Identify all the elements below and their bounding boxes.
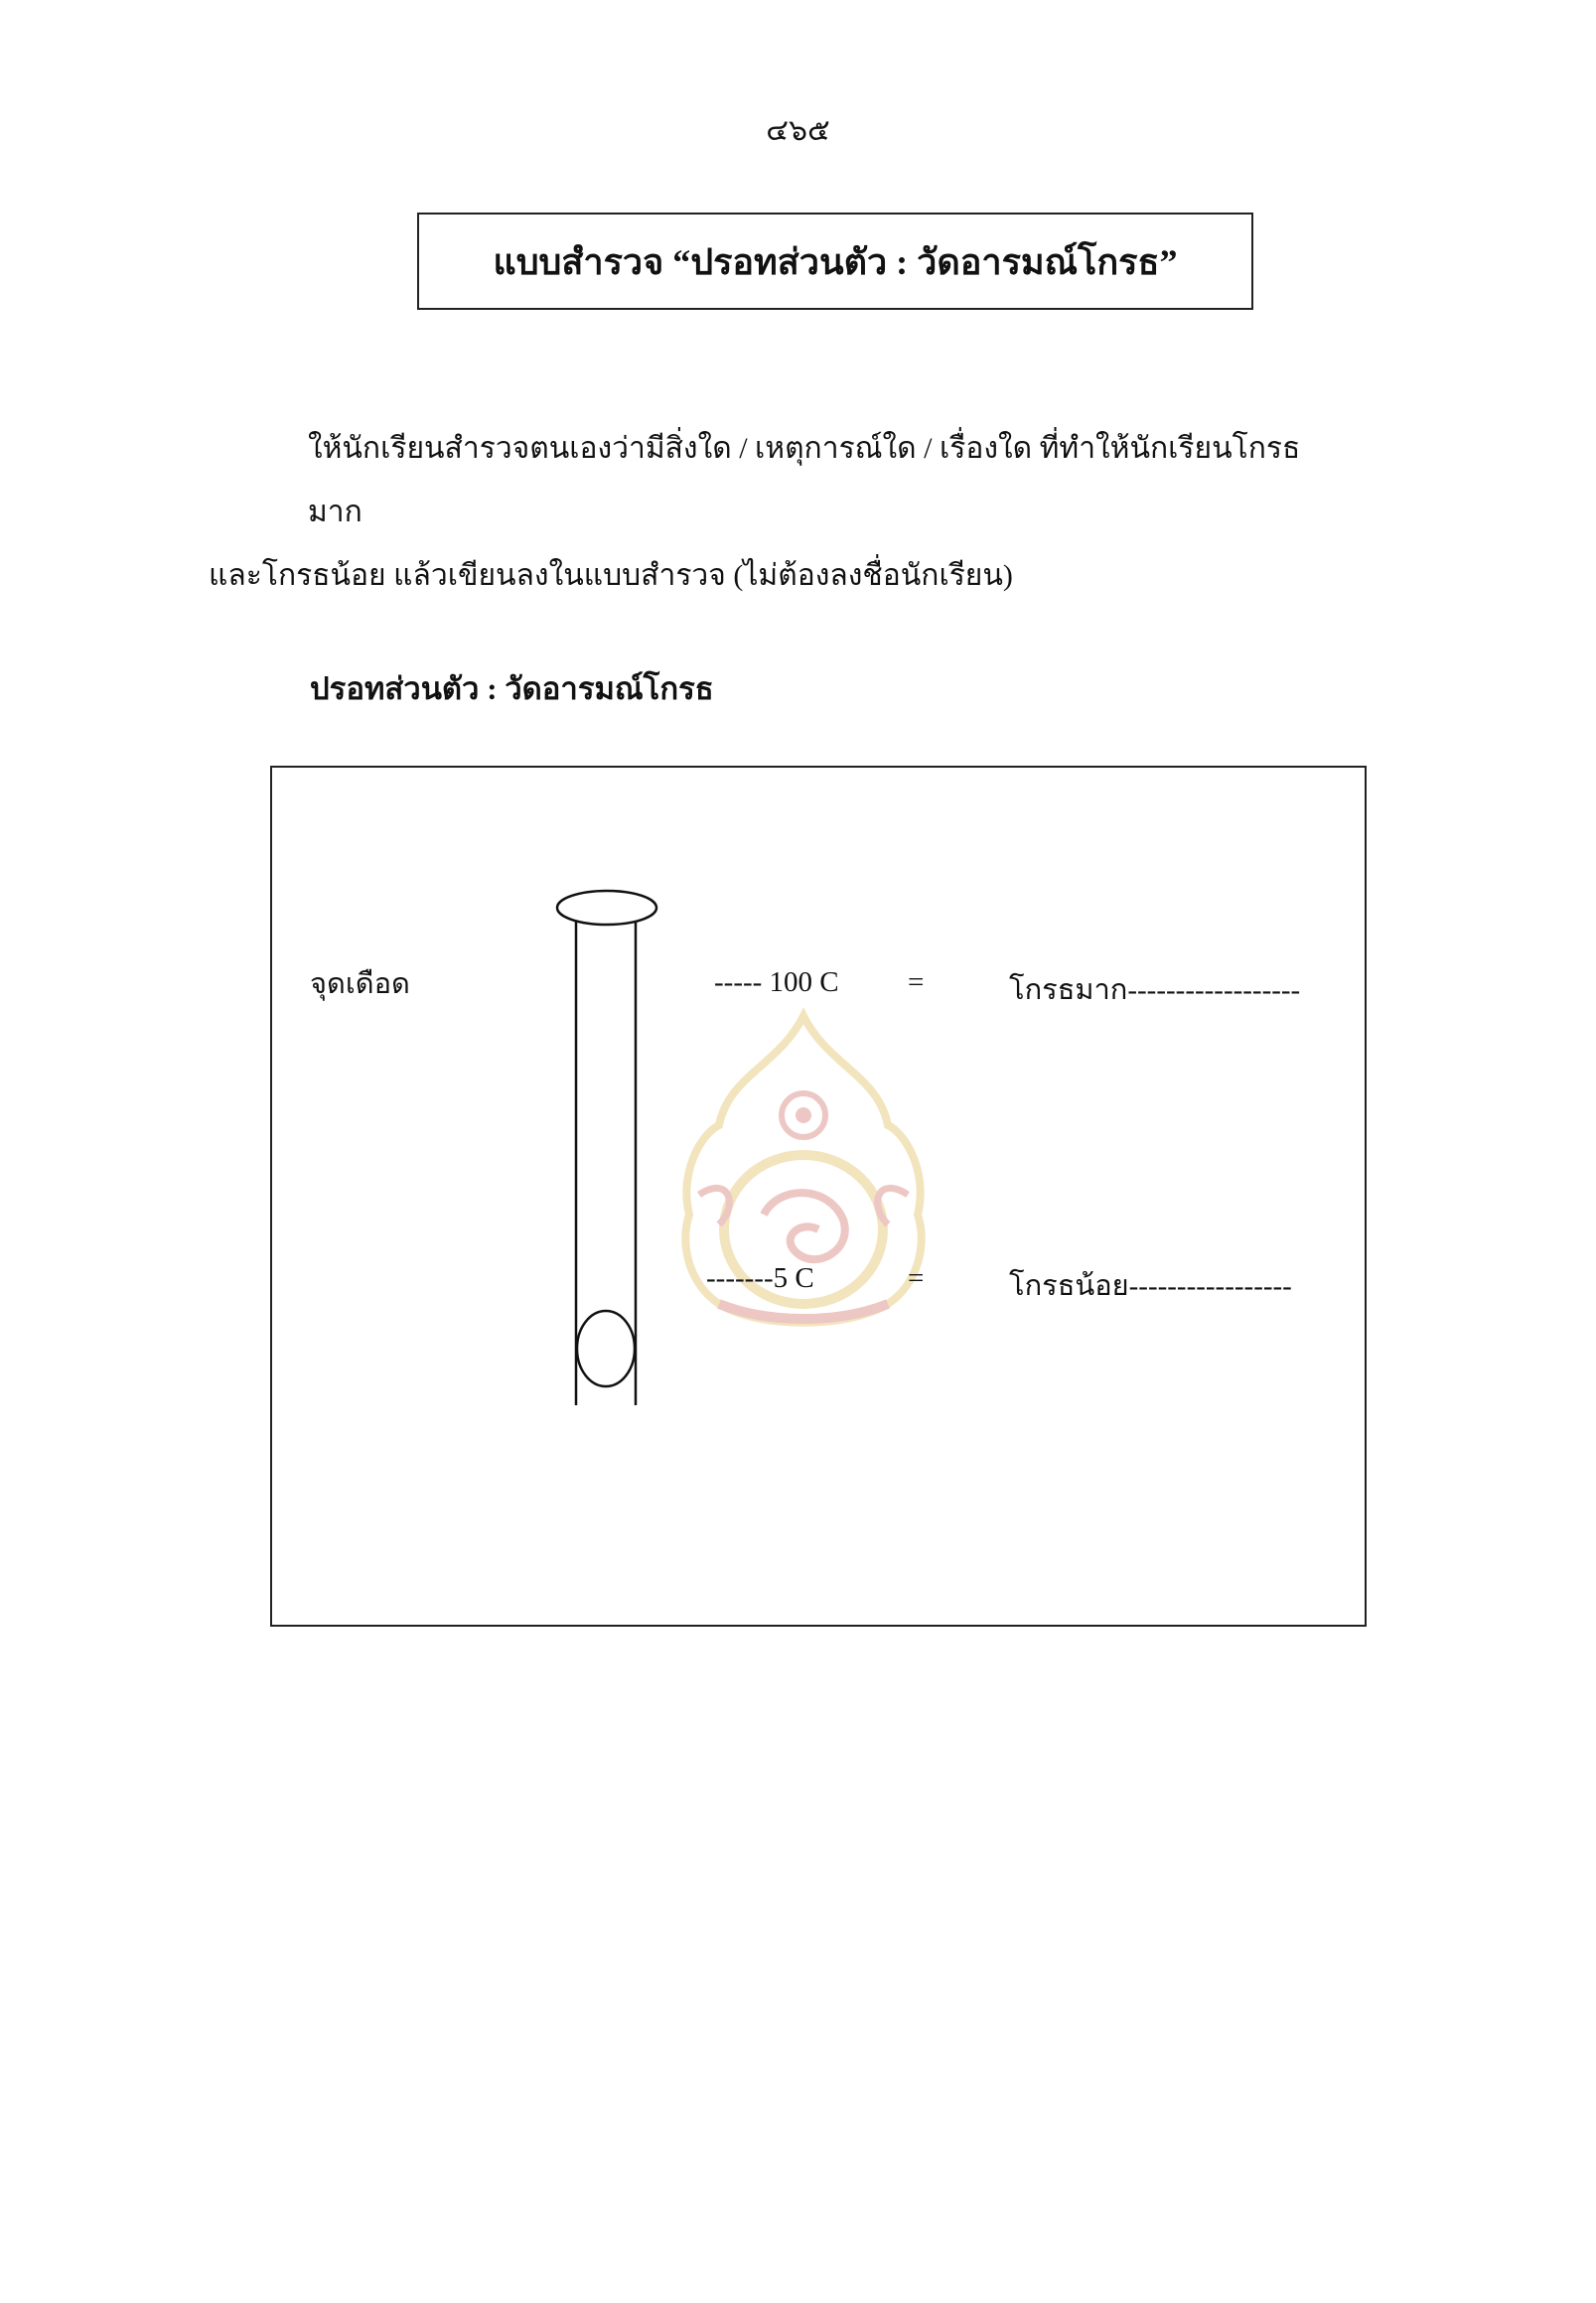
high-meaning: โกรธมาก------------------	[1009, 974, 1301, 1006]
survey-title: แบบสำรวจ “ปรอทส่วนตัว : วัดอารมณ์โกรธ”	[493, 241, 1178, 282]
low-equals: =	[908, 1262, 925, 1294]
instructions-line-2: และโกรธน้อย แล้วเขียนลงในแบบสำรวจ (ไม่ต้องลงชื่อนักเรียน)	[209, 559, 1013, 592]
page-number: ๔๖๕	[766, 114, 830, 147]
high-equals: =	[908, 966, 925, 998]
low-reading: -------5 C	[706, 1262, 814, 1294]
thermometer-top-icon	[557, 891, 656, 925]
survey-title-box	[417, 213, 1253, 310]
thermometer-bulb-icon	[577, 1311, 635, 1386]
instructions	[209, 417, 1321, 608]
instructions-line-1: ให้นักเรียนสำรวจตนเองว่ามีสิ่งใด / เหตุการณ์ใด / เรื่องใด ที่ทำให้นักเรียนโกรธมาก	[308, 432, 1301, 528]
thermometer-frame	[270, 766, 1367, 1627]
section-heading: ปรอทส่วนตัว : วัดอารมณ์โกรธ	[310, 671, 714, 706]
high-reading: ----- 100 C	[714, 966, 839, 998]
low-meaning: โกรธน้อย-----------------	[1009, 1270, 1292, 1302]
boiling-point-label: จุดเดือด	[310, 968, 410, 1000]
thermometer-drawing	[272, 768, 1365, 1625]
